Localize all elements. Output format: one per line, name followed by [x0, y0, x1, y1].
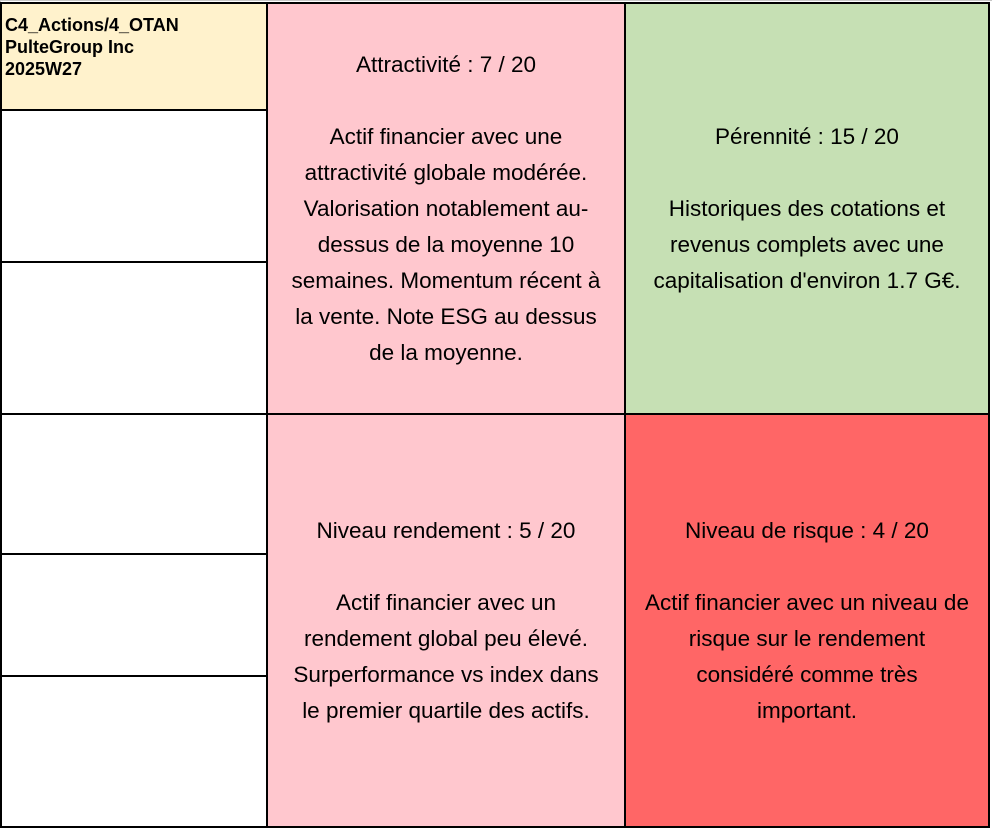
rendement-description — [293, 585, 598, 729]
empty-cell-2 — [0, 261, 268, 415]
attractivite-description — [292, 119, 601, 371]
description-line: considéré comme très — [696, 661, 918, 687]
perennite-quadrant — [624, 2, 990, 415]
risque-description — [645, 585, 969, 729]
description-line: revenus complets avec une — [670, 231, 944, 257]
header-week: 2025W27 — [5, 59, 83, 79]
attractivite-quadrant — [266, 2, 626, 415]
header-path: C4_Actions/4_OTAN — [5, 15, 179, 35]
description-line: de la moyenne. — [369, 339, 523, 365]
description-line: risque sur le rendement — [688, 625, 926, 651]
description-line: Historiques des cotations et — [668, 195, 946, 221]
description-line: dessus de la moyenne 10 — [317, 231, 575, 257]
description-line: rendement global peu élevé. — [304, 625, 588, 651]
header-company: PulteGroup Inc — [5, 37, 135, 57]
risque-title: Niveau de risque : 4 / 20 — [685, 517, 929, 543]
empty-cell-4 — [0, 553, 268, 677]
description-line: Surperformance vs index dans — [293, 661, 599, 687]
description-line: semaines. Momentum récent à — [291, 267, 601, 293]
description-line: la vente. Note ESG au dessus — [295, 303, 597, 329]
empty-cell-1 — [0, 109, 268, 263]
description-line: Actif financier avec une — [329, 123, 563, 149]
description-line: important. — [756, 697, 858, 723]
description-line: le premier quartile des actifs. — [302, 697, 590, 723]
description-line: capitalisation d'environ 1.7 G€. — [653, 267, 961, 293]
empty-cell-5 — [0, 675, 268, 828]
description-line: attractivité globale modérée. — [304, 159, 588, 185]
perennite-description — [654, 191, 961, 299]
asset-header-cell — [0, 2, 268, 111]
description-line: Actif financier avec un — [335, 589, 557, 615]
attractivite-title: Attractivité : 7 / 20 — [355, 51, 537, 77]
rendement-quadrant — [266, 413, 626, 828]
description-line: Actif financier avec un niveau de — [645, 589, 969, 615]
description-line: Valorisation notablement au- — [303, 195, 589, 221]
risque-quadrant — [624, 413, 990, 828]
perennite-title: Pérennité : 15 / 20 — [715, 123, 899, 149]
rendement-title: Niveau rendement : 5 / 20 — [316, 517, 576, 543]
empty-cell-3 — [0, 413, 268, 555]
